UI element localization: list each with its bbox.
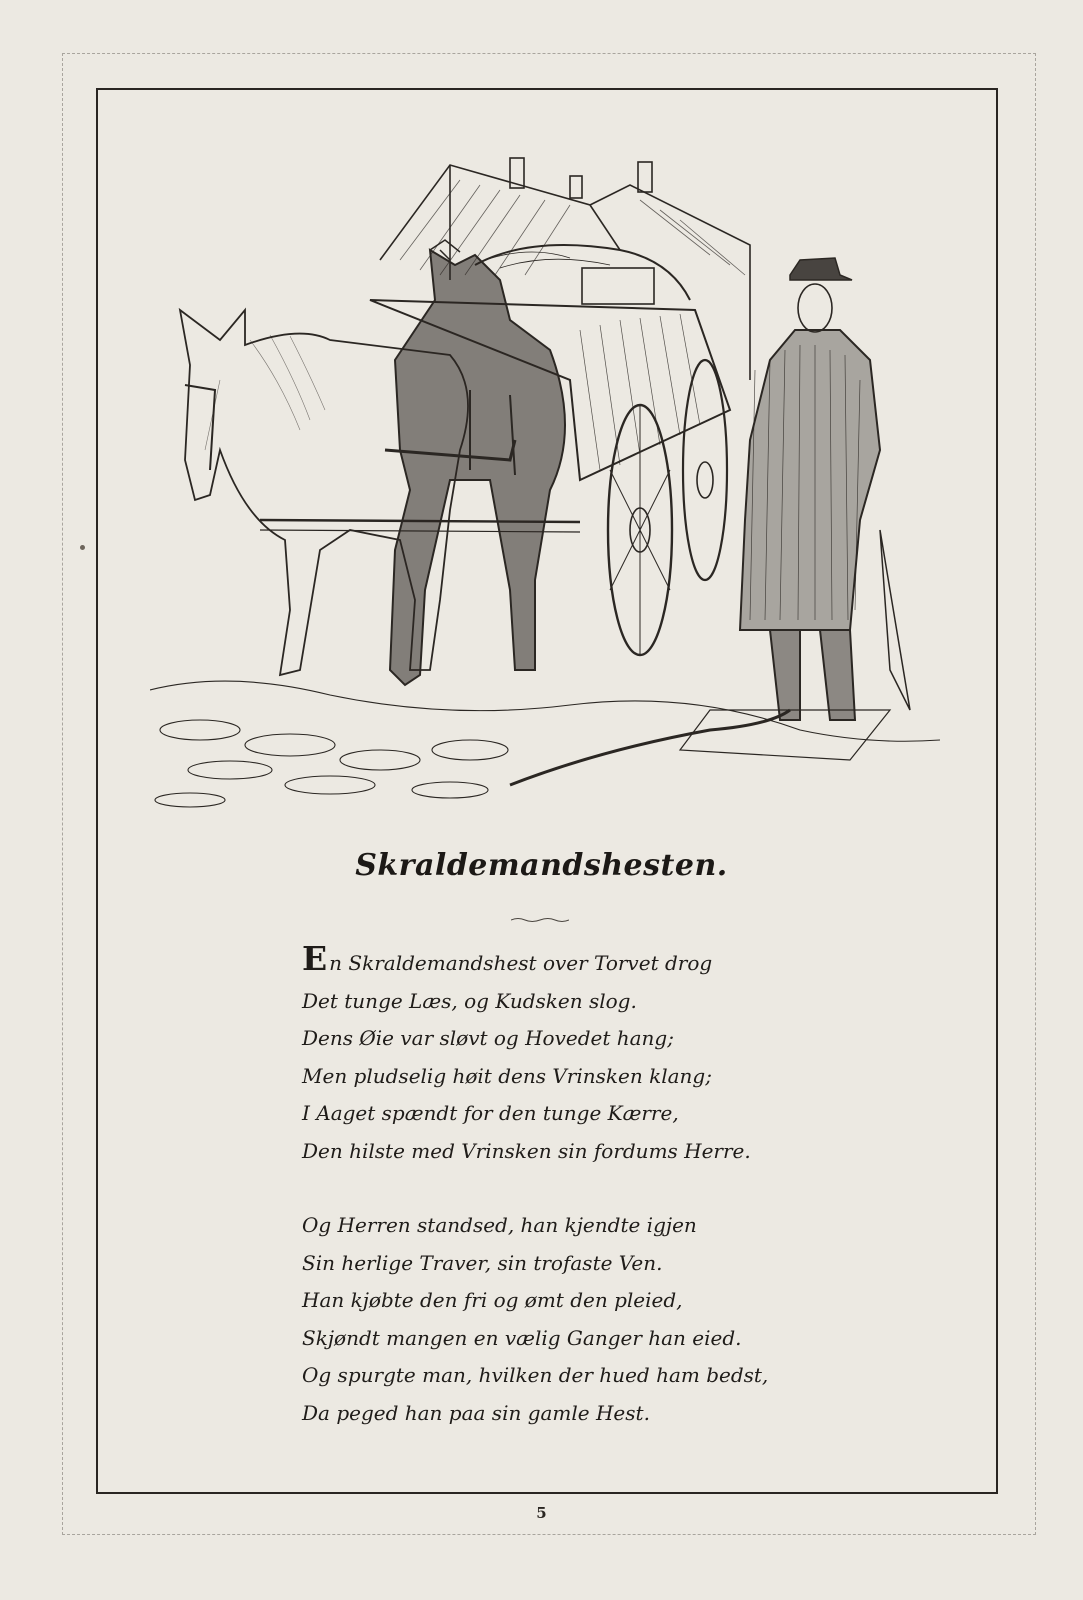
stanza-2 — [302, 1207, 822, 1432]
paper-speck — [80, 545, 85, 550]
title-ornament-rule — [511, 916, 569, 924]
page-number: 5 — [536, 1504, 547, 1522]
poem-line: Han kjøbte den fri og ømt den pleied, — [302, 1288, 683, 1312]
poem-line: Da peged han paa sin gamle Hest. — [302, 1400, 650, 1425]
poem-line: Den hilste med Vrinsken sin fordums Herre. — [302, 1138, 751, 1163]
drop-cap-initial: E — [302, 939, 328, 978]
poem-line: Og Herren standsed, han kjendte igjen — [302, 1213, 697, 1237]
poem-line: Dens Øie var sløvt og Hovedet hang; — [302, 1026, 674, 1050]
poem-line: Sin herlige Traver, sin trofaste Ven. — [302, 1250, 663, 1275]
poem-line: Skjøndt mangen en vælig Ganger han eied. — [302, 1325, 742, 1350]
poem-line: Men pludselig høit dens Vrinsken klang; — [302, 1063, 712, 1088]
stanza-1 — [302, 939, 822, 1170]
poem-line: I Aaget spændt for den tunge Kærre, — [302, 1101, 679, 1125]
engraving-illustration — [150, 150, 940, 810]
poem-line: Det tunge Læs, og Kudsken slog. — [302, 988, 637, 1013]
poem-line: Og spurgte man, hvilken der hued ham bedst, — [302, 1363, 769, 1387]
first-line-text: n Skraldemandshest over Torvet drog — [329, 951, 713, 975]
poem-title: Skraldemandshesten. — [355, 848, 728, 883]
poem-line — [302, 939, 822, 983]
